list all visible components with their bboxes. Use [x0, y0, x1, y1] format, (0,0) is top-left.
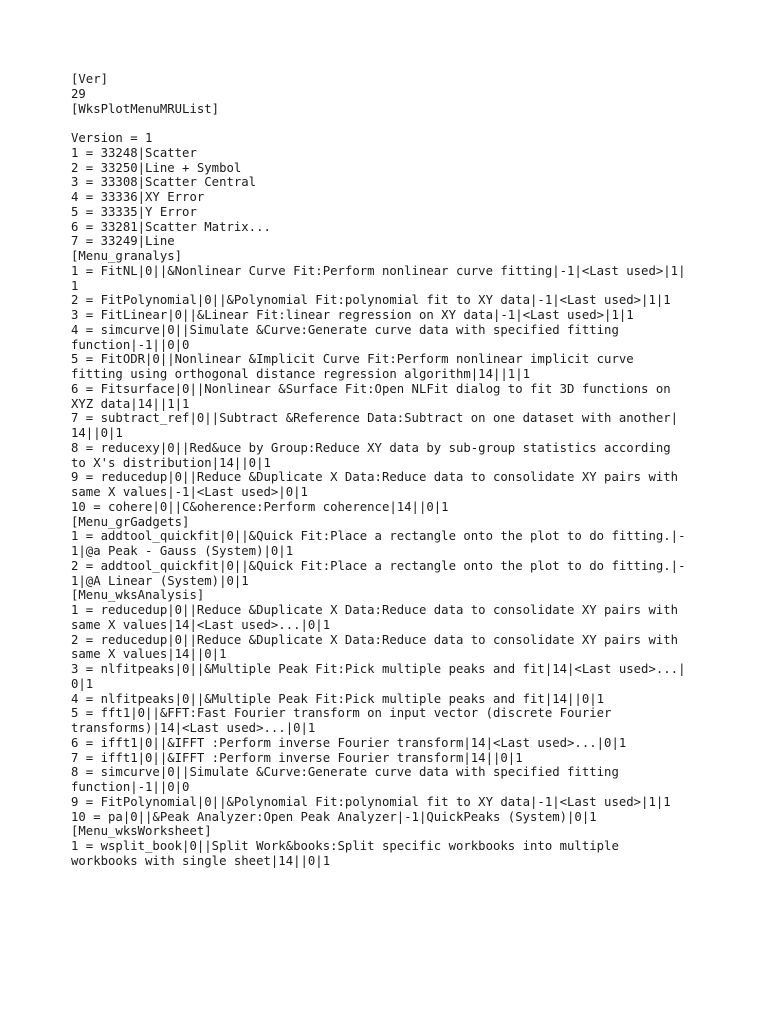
text-line: 4 = simcurve|0||Simulate &Curve:Generate curve data with specified fitting: [71, 322, 619, 337]
text-line: to X's distribution|14||0|1: [71, 455, 271, 470]
text-line: 6 = ifft1|0||&IFFT :Perform inverse Fourier transform|14|<Last used>...|0|1: [71, 735, 627, 750]
text-line: 8 = simcurve|0||Simulate &Curve:Generate curve data with specified fitting: [71, 765, 619, 780]
text-line: transforms)|14|<Last used>...|0|1: [71, 721, 316, 735]
text-line: 8 = reducexy|0||Red&uce by Group:Reduce XY data by sub-group statistics according: [71, 440, 671, 455]
text-line: 3 = nlfitpeaks|0||&Multiple Peak Fit:Pick multiple peaks and fit|14|<Last used>...|: [71, 662, 686, 676]
text-line: 2 = FitPolynomial|0||&Polynomial Fit:polynomial fit to XY data|-1|<Last used>|1|1: [71, 293, 671, 308]
text-line: 3 = FitLinear|0||&Linear Fit:linear regression on XY data|-1|<Last used>|1|1: [71, 308, 634, 322]
text-line: 14||0|1: [71, 426, 123, 440]
text-line: same X values|-1|<Last used>|0|1: [71, 485, 308, 499]
text-line: [Menu_grGadgets]: [71, 514, 190, 529]
text-line: [Menu_wksWorksheet]: [71, 824, 212, 839]
text-line: workbooks with single sheet|14||0|1: [71, 853, 331, 868]
text-line: 7 = subtract_ref|0||Subtract &Reference Data:Subtract on one dataset with another|: [71, 411, 679, 426]
text-line: 9 = FitPolynomial|0||&Polynomial Fit:polynomial fit to XY data|-1|<Last used>|1|1: [71, 794, 671, 809]
text-line: 29: [71, 86, 86, 101]
text-line: 0|1: [71, 676, 94, 691]
text-line: 4 = nlfitpeaks|0||&Multiple Peak Fit:Pick multiple peaks and fit|14||0|1: [71, 691, 605, 706]
text-line: [WksPlotMenuMRUList]: [71, 101, 220, 116]
text-line: same X values|14||0|1: [71, 647, 227, 662]
text-line: XYZ data|14||1|1: [71, 396, 190, 411]
text-line: 1 = FitNL|0||&Nonlinear Curve Fit:Perform nonlinear curve fitting|-1|<Last used>|1|: [71, 263, 686, 278]
text-line: 4 = 33336|XY Error: [71, 190, 205, 204]
text-line: fitting using orthogonal distance regression algorithm|14||1|1: [71, 367, 531, 381]
text-line: [Menu_granalys]: [71, 249, 183, 263]
text-line: 7 = ifft1|0||&IFFT :Perform inverse Fourier transform|14||0|1: [71, 750, 523, 765]
text-line: [Menu_wksAnalysis]: [71, 588, 205, 603]
text-line: 5 = FitODR|0||Nonlinear &Implicit Curve Fit:Perform nonlinear implicit curve: [71, 352, 634, 367]
text-line: 1 = 33248|Scatter: [71, 145, 197, 160]
text-line: same X values|14|<Last used>...|0|1: [71, 617, 331, 632]
text-line: 6 = 33281|Scatter Matrix...: [71, 219, 271, 234]
text-line: 1: [71, 278, 79, 293]
text-line: 2 = 33250|Line + Symbol: [71, 160, 242, 175]
text-line: 10 = cohere|0||C&oherence:Perform coherence|14||0|1: [71, 499, 449, 514]
text-line: 2 = addtool_quickfit|0||&Quick Fit:Place a rectangle onto the plot to do fitting.|-: [71, 558, 686, 573]
text-line: 5 = fft1|0||&FFT:Fast Fourier transform on input vector (discrete Fourier: [71, 706, 612, 721]
text-line: [Ver]: [71, 72, 109, 86]
text-line: 6 = Fitsurface|0||Nonlinear &Surface Fit:Open NLFit dialog to fit 3D functions on: [71, 381, 671, 396]
text-line: 7 = 33249|Line: [71, 234, 175, 249]
text-line: 1 = wsplit_book|0||Split Work&books:Split specific workbooks into multiple: [71, 839, 619, 853]
text-line: 9 = reducedup|0||Reduce &Duplicate X Data:Reduce data to consolidate XY pairs with: [71, 470, 679, 485]
text-line: 10 = pa|0||&Peak Analyzer:Open Peak Analyzer|-1|QuickPeaks (System)|0|1: [71, 809, 597, 824]
text-line: function|-1||0|0: [71, 780, 190, 794]
text-line: 1 = addtool_quickfit|0||&Quick Fit:Place a rectangle onto the plot to do fitting.|-: [71, 529, 686, 544]
text-line: 2 = reducedup|0||Reduce &Duplicate X Data:Reduce data to consolidate XY pairs with: [71, 632, 679, 647]
document-text: [71, 72, 711, 869]
text-line: 3 = 33308|Scatter Central: [71, 175, 257, 190]
text-line: 1 = reducedup|0||Reduce &Duplicate X Data:Reduce data to consolidate XY pairs with: [71, 603, 679, 617]
text-line: Version = 1: [71, 131, 153, 145]
text-line: 5 = 33335|Y Error: [71, 204, 197, 219]
text-line: [71, 116, 711, 131]
text-line: 1|@A Linear (System)|0|1: [71, 573, 249, 588]
text-line: 1|@a Peak - Gauss (System)|0|1: [71, 544, 294, 558]
text-line: function|-1||0|0: [71, 337, 190, 352]
